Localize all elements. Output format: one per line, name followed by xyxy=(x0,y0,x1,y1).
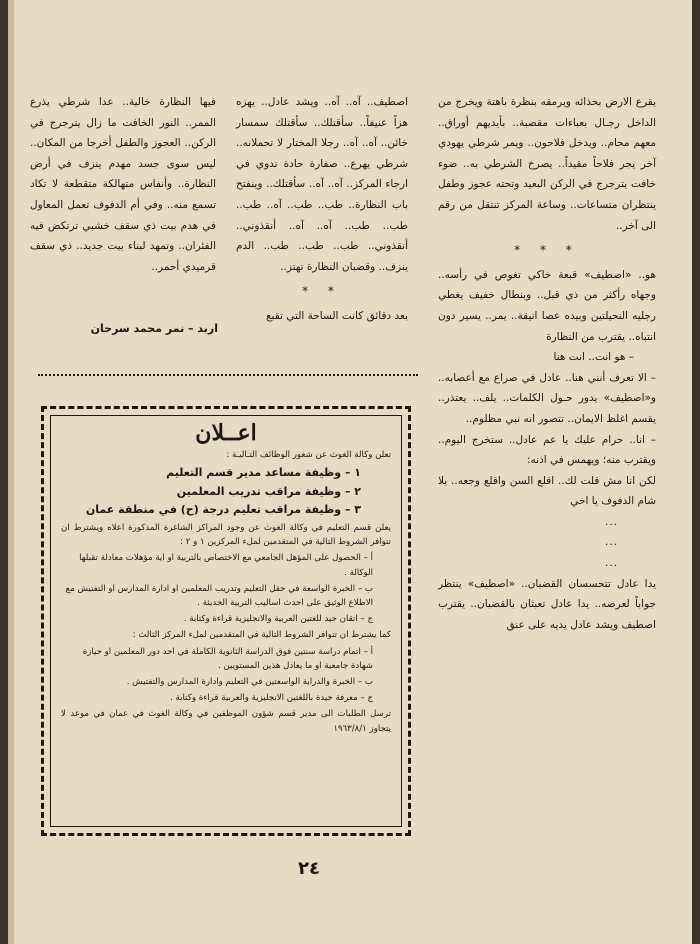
middle-end-line: بعد دقائق كانت الساحة التي تقبع xyxy=(265,309,408,322)
announcement-title: اعــلان xyxy=(195,420,257,446)
job-2: ٢ – وظيفة مراقب تدريب المعلمين xyxy=(176,484,361,498)
right-paragraph-2: هو.. «اصطيف» قبعة خاكي تغوص في رأسه.. وجهاه رأكثر من ذي قبل.. وبنطال خفيف يغطي رجليه النحيلتين وبيده عصا انيقة.. يمر.. يسير دون انتباه.. يقترب من النظارة xyxy=(438,268,656,343)
ellipsis-line-2: ... xyxy=(604,536,618,549)
announcement-box xyxy=(41,406,411,836)
middle-column xyxy=(236,92,408,327)
right-paragraph-1: يقرع الارض بحذائه ويرمقه بنظرة باهتة ويخرج من الداخل رجـال بعباءات مقصبة.. بأيديهم أوراق.. معهم محام.. ويدخل فلاحون.. ويمر شرطي يهودي آخر يجر فلاحاً مقيداً.. يصرخ الشرطي به.. ضوء خافت يترجرج في الركن البعيد وتحته عجوز وطفل ينتظران متساعات.. وساعة المركز تنتقل من رقم الى آخر.. xyxy=(438,96,656,232)
condition-1a: أ – الحصول على المؤهل الجامعي مع الاختصاص بالتربية او اية مؤهلات معادلة تقبلها الوكالة . xyxy=(79,553,373,578)
page-number: ٢٤ xyxy=(298,858,320,879)
ellipsis-line-1: ... xyxy=(604,515,618,528)
requirements-intro-1: يعلن قسم التعليم في وكالة الغوث عن وجود المراكز الشاغرة المذكورة اعلاه ويشترط ان تتوافر الشروط التالية في المتقدمين لملء المركزين ١ و ٢ : xyxy=(61,523,391,548)
author-signature xyxy=(58,322,218,335)
dialogue-line-2: – الا تعرف أنني هنا.. عادل في صراع مع أعصابه.. و«اصطيف» يدور حـول الكلمات.. يلف.. يعتذر.. يقسم اغلظ الايمان.. تتصور انه نبي مظلوم.. xyxy=(438,371,656,425)
job-1: ١ – وظيفة مساعد مدير قسم التعليم xyxy=(166,466,361,480)
dialogue-line-5: يدا عادل تتحسسان القضبان.. «اصطيف» ينتظر جواباً لعرضه.. يدا عادل تعبثان بالقضبان.. يقترب اصطيف ويشد عادل يديه على عنق xyxy=(438,577,656,631)
middle-stars: * * xyxy=(302,284,342,299)
left-column xyxy=(30,92,216,277)
dialogue-line-3: – انا.. حرام عليك يا عم عادل.. ستخرج اليوم.. ويقترب منه؛ ويهمس في اذنه: xyxy=(438,433,656,467)
signature-city: اربد xyxy=(197,322,218,335)
left-paragraph: فيها النظارة خالية.. عدا شرطي يذرع الممر.. النور الخافت ما زال يترجرج في الركن.. العجوز والطفل أخرجا من المكان.. ليس سوى جسد مهدم ينزف في أرض النظارة.. وأنفاس متهالكة متقطعة لا تكاد تسمع منه.. وفي أم الدفوف تعمل المعاول في هدم بيت ذي سقف خشبي ترتكض فيه الفئران.. وتمهد لبناء بيت جديد.. ذي سقف قرميدي أحمر.. xyxy=(30,96,216,273)
condition-1b: ب – الخبرة الواسعة في حقل التعليم وتدريب المعلمين او ادارة المدارس او التفتيش مع الاطلاع الوثيق على احدث اساليب التربية الحديثة . xyxy=(65,583,373,609)
job-3: ٣ – وظيفة مراقب تعليم درجة (ح) في منطقة عمان xyxy=(85,502,361,516)
section-divider xyxy=(38,374,418,382)
page-binding-edge xyxy=(8,0,14,944)
middle-paragraph: اصطيف.. آه.. آه.. ويشد عادل.. يهزه هزاً عنيفاً.. سأقتلك.. سأقتلك سمسار خائن.. آه.. آه.. رجلا المختار لا تحملانه.. شرطي يهرع.. صفارة حادة تدوي في ارجاء المركز.. آه.. آه.. سأقتلك.. وينفتح باب النظارة.. طب.. طب.. آه.. طب.. طب.. طب.. آه.. آه.. أنقذوني.. أنقذوني.. طب.. طب.. طب.. الدم ينزف.. وقضبان النظارة تهتز.. xyxy=(236,96,408,273)
dialogue-line-1: – هو انت.. انت هنا xyxy=(553,351,634,364)
signature-author: – نمر محمد سرحان xyxy=(90,322,194,335)
magazine-page xyxy=(8,0,692,944)
ellipsis-line-3: ... xyxy=(604,557,618,570)
condition-2c: ج – معرفة جيدة باللغتين الانجليزية والعربية قراءة وكتابة . xyxy=(170,693,373,704)
section-stars: * * * xyxy=(514,243,580,258)
announcement-intro: تعلن وكالة الغوث عن شغور الوظائف التـاليـة : xyxy=(226,450,391,461)
condition-1c: ج – اتقان جيد للغتين العربية والانجليزية قراءة وكتابة . xyxy=(183,614,373,625)
requirements-intro-2: كما يشترط ان تتوافر الشروط التالية في المتقدمين لملء المركز الثالث : xyxy=(132,630,391,641)
right-column xyxy=(438,92,656,635)
condition-2a: أ – اتمام دراسة سنتين فوق الدراسة الثانوية الكاملة في احد دور المعلمين او حيازة شهادة جامعية او ما يعادل هذين المستويين . xyxy=(82,646,373,671)
announcement-closing: ترسل الطلبات الى مدير قسم شؤون الموظفين في وكالة الغوث في عمان في موعد لا يتجاوز ١٩٦٣/٨/١ xyxy=(61,709,391,734)
announcement-inner xyxy=(50,415,402,827)
condition-2b: ب – الخبرة والدراية الواسعتين في التعليم وادارة المدارس والتفتيش . xyxy=(126,677,373,688)
dialogue-line-4: لكن انا مش قلت لك.. اقلع السن واقلع وجعه.. يلا شام الدفوف يا اخي xyxy=(438,474,656,508)
